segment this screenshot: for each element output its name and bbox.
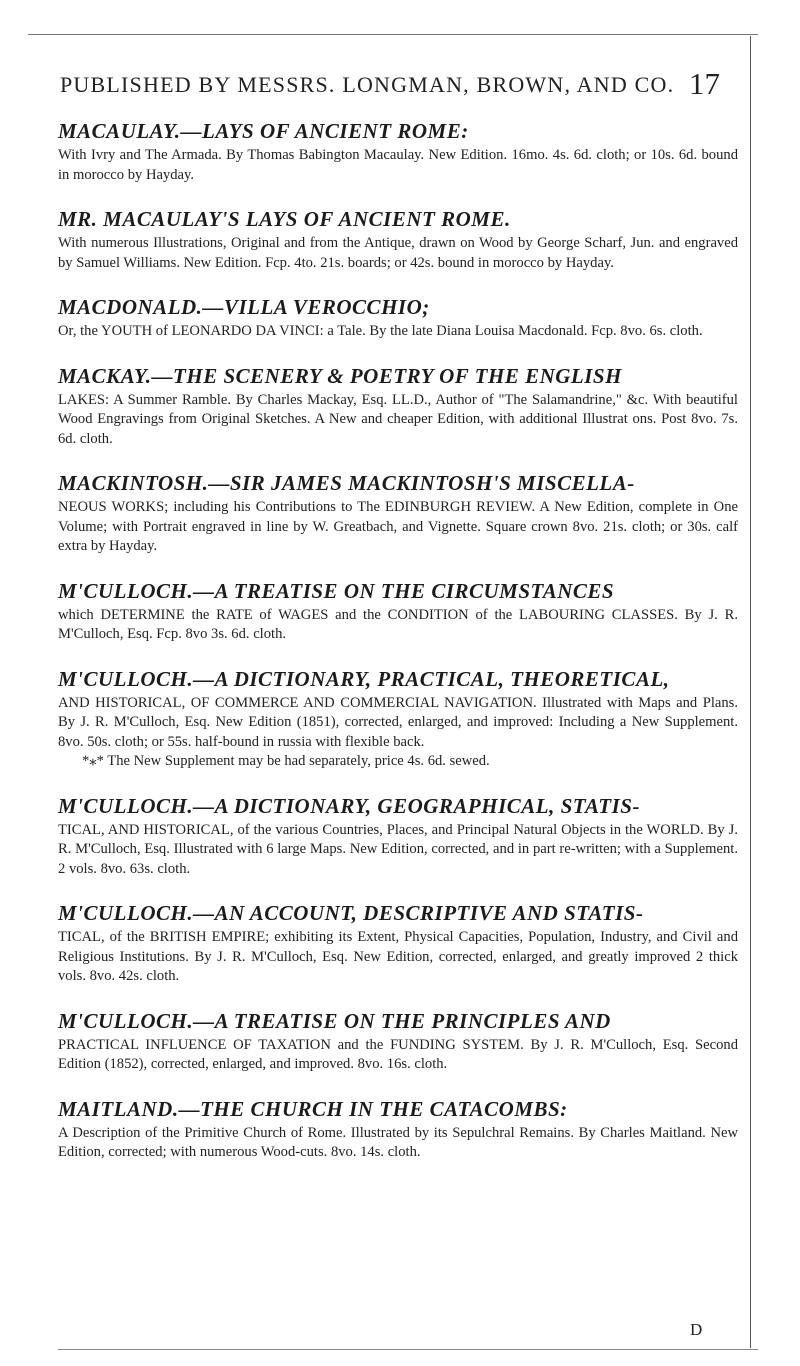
entry-body: TICAL, AND HISTORICAL, of the various Countries, Places, and Principal Natural Objects in the WORLD. By J. R. M'Culloch, Esq. Illustrated with 6 large Maps. New Edition, corrected, and in part re-written; with a Supplement. 2 vols. 8vo. 63s. cloth. [58, 821, 738, 877]
signature-mark: D [690, 1320, 703, 1339]
running-header [60, 66, 720, 106]
entry-body: TICAL, of the BRITISH EMPIRE; exhibiting its Extent, Physical Capacities, Population, Industry, and Civil and Religious Institutions. By J. R. M'Culloch, Esq. New Edition, corrected, enlarged, and greatly improved 2 thick vols. 8vo. 42s. cloth. [58, 929, 738, 984]
entry-body: PRACTICAL INFLUENCE OF TAXATION and the FUNDING SYSTEM. By J. R. M'Culloch, Esq. Second Edition (1852), corrected, enlarged, and improved. 8vo. 16s. cloth. [58, 1036, 738, 1072]
entry-title: MR. MACAULAY'S LAYS OF ANCIENT ROME. [58, 207, 511, 231]
entry-title: MAITLAND.—THE CHURCH IN THE CATACOMBS: [58, 1096, 568, 1121]
entry-mcculloch-geographical [58, 791, 738, 880]
entry-mcculloch-commerce [58, 664, 738, 772]
header-text: PUBLISHED BY MESSRS. LONGMAN, BROWN, AND CO. [60, 72, 675, 97]
entry-mcculloch-wages [58, 576, 738, 645]
entry-body: With numerous Illustrations, Original and from the Antique, drawn on Wood by George Scharf, Jun. and engraved by Samuel Williams. New Edition. Fcp. 4to. 21s. boards; or 42s. bound in morocco by Hayday. [58, 235, 738, 271]
entry-title: M'CULLOCH.—A DICTIONARY, GEOGRAPHICAL, STATIS- [58, 793, 640, 818]
right-rule [750, 36, 751, 1348]
entry-macaulay-illustrated [58, 204, 738, 273]
entry-mcculloch-british-empire [58, 898, 738, 987]
entry-title: MACAULAY.—LAYS OF ANCIENT ROME: [58, 119, 469, 143]
entry-title: MACDONALD.—VILLA VEROCCHIO; [58, 295, 430, 319]
entry-title: M'CULLOCH.—AN ACCOUNT, DESCRIPTIVE AND STATIS- [58, 901, 644, 925]
entry-body: A Description of the Primitive Church of Rome. Illustrated by its Sepulchral Remains. By Charles Maitland. New Edition, corrected; with numerous Wood-cuts. 8vo. 14s. cloth. [58, 1124, 738, 1160]
page-number: 17 [689, 66, 720, 101]
entry-maitland [58, 1094, 738, 1163]
entry-macdonald [58, 292, 738, 342]
entry-note: *⁎* The New Supplement may be had separately, price 4s. 6d. sewed. [82, 753, 490, 769]
entry-body: NEOUS WORKS; including his Contributions to The EDINBURGH REVIEW. A New Edition, complete in One Volume; with Portrait engraved in line by W. Greatbach, and Vignette. Square crown 8vo. 21s. cloth; or 30s. calf extra by Hayday. [58, 499, 738, 554]
entry-body: AND HISTORICAL, OF COMMERCE AND COMMERCIAL NAVIGATION. Illustrated with Maps and Plans. By J. R. M'Culloch, Esq. New Edition (1851), corrected, enlarged, and improved: Including a New Supplement. 8vo. 50s. cloth; or 55s. half-bound in russia with flexible back. [58, 694, 738, 750]
entry-mcculloch-taxation [58, 1006, 738, 1075]
entry-mackay [58, 361, 738, 450]
bottom-rule [58, 1349, 758, 1350]
entry-body: Or, the YOUTH of LEONARDO DA VINCI: a Tale. By the late Diana Louisa Macdonald. Fcp. 8vo. 6s. cloth. [58, 323, 703, 339]
entry-body: With Ivry and The Armada. By Thomas Babington Macaulay. New Edition. 16mo. 4s. 6d. cloth; or 10s. 6d. bound in morocco by Hayday. [58, 147, 738, 183]
entry-body: LAKES: A Summer Ramble. By Charles Mackay, Esq. LL.D., Author of "The Salamandrine," &c. With beautiful Wood Engravings from Original Sketches. A New and cheaper Edition, with additional Illustrat ons. Post 8vo. 7s. 6d. cloth. [58, 391, 738, 447]
entry-title: M'CULLOCH.—A DICTIONARY, PRACTICAL, THEORETICAL, [58, 666, 670, 691]
top-rule [28, 34, 758, 35]
catalogue-entries [58, 116, 738, 1182]
entry-body: which DETERMINE the RATE of WAGES and the CONDITION of the LABOURING CLASSES. By J. R. M'Culloch, Esq. Fcp. 8vo 3s. 6d. cloth. [58, 606, 738, 642]
entry-mackintosh [58, 468, 738, 557]
entry-title: M'CULLOCH.—A TREATISE ON THE PRINCIPLES AND [58, 1008, 611, 1033]
entry-title: M'CULLOCH.—A TREATISE ON THE CIRCUMSTANCES [58, 578, 615, 603]
entry-title: MACKINTOSH.—SIR JAMES MACKINTOSH'S MISCELLA- [58, 471, 635, 495]
entry-title: MACKAY.—THE SCENERY & POETRY OF THE ENGLISH [58, 363, 622, 388]
entry-macaulay-lays [58, 116, 738, 185]
